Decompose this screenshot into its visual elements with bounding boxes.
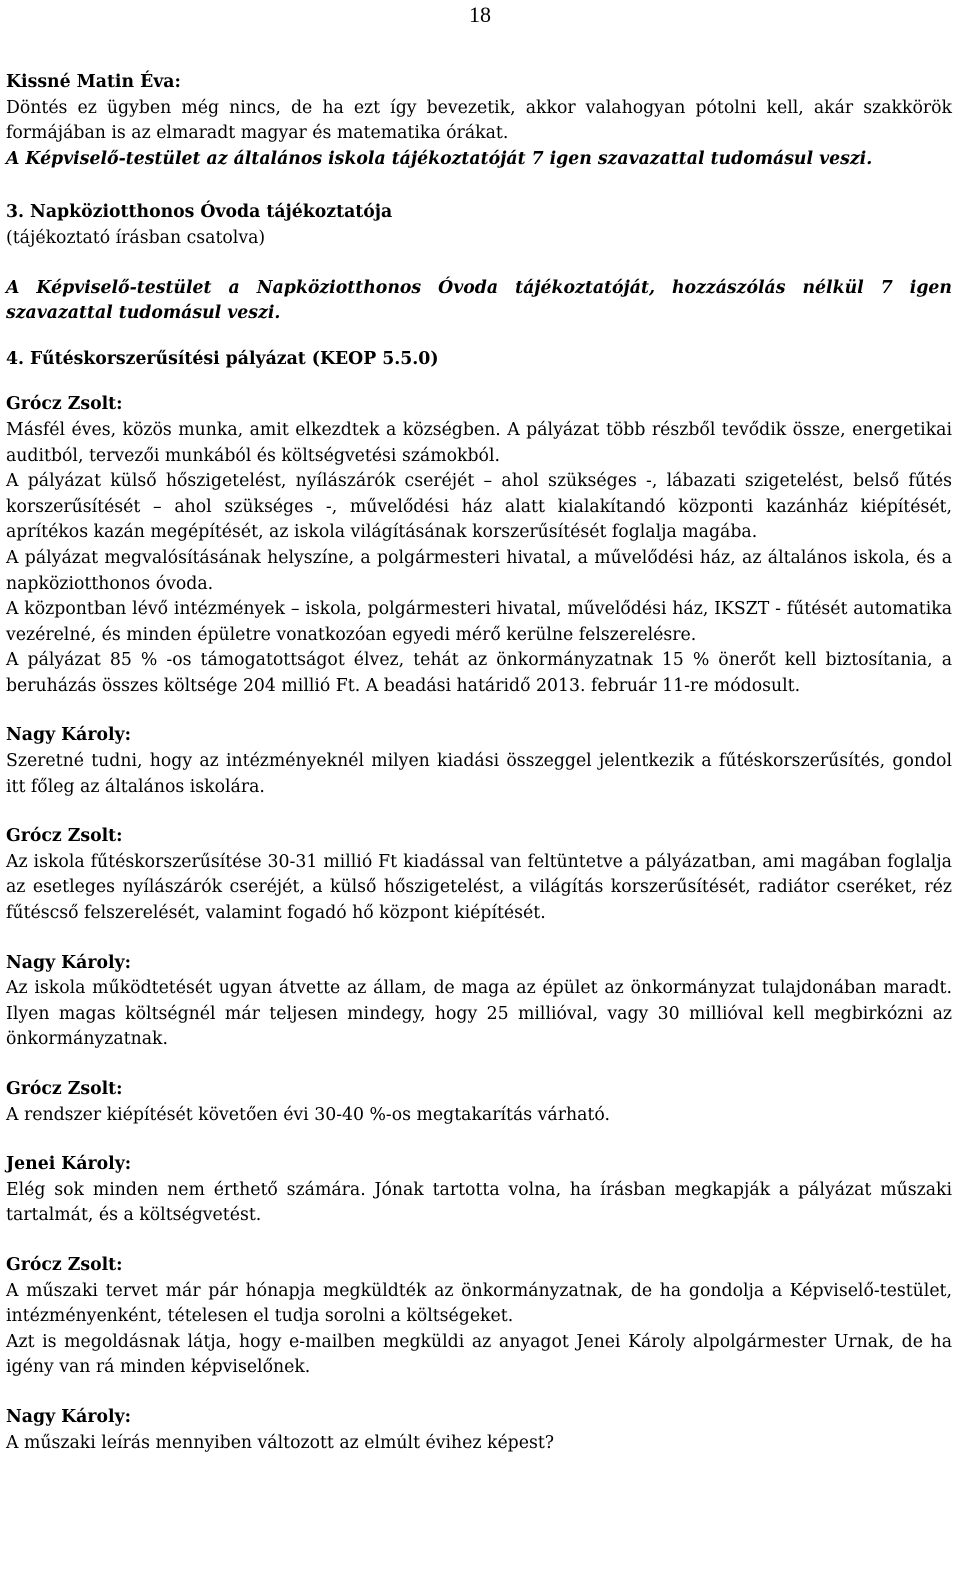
agenda-item-note: (tájékoztató írásban csatolva) [6,227,266,248]
speaker-statement: A rendszer kiépítését követően évi 30-40 %-os megtakarítás várható. [6,1104,610,1125]
document-body [6,70,952,1456]
speaker-statement: Másfél éves, közös munka, amit elkezdtek a községben. A pályázat több részből tevődik össze, energetikai auditból, tervezői munkából és költségvetési számokból. [6,419,952,466]
speaker-name: Nagy Károly: [6,1406,131,1427]
speaker-statement: Elég sok minden nem érthető számára. Jónak tartotta volna, ha írásban megkapják a pályázat műszaki tartalmát, és a költségvetést. [6,1179,952,1226]
resolution-text: A Képviselő-testület a Napköziotthonos Óvoda tájékoztatóját, hozzászólás nélkül 7 igen szavazattal tudomásul veszi. [6,277,952,324]
agenda-item-title: 3. Napköziotthonos Óvoda tájékoztatója [6,202,393,223]
speaker-statement: A pályázat 85 % -os támogatottságot élvez, tehát az önkormányzatnak 15 % önerőt kell biztosítania, a beruházás összes költsége 204 millió Ft. A beadási határidő 2013. február 11-re módosult. [6,650,952,696]
speaker-statement: Az iskola működtetését ugyan átvette az állam, de maga az épület az önkormányzat tulajdonában maradt. Ilyen magas költségnél már teljesen mindegy, hogy 25 millióval, vagy 30 millióval kell megbirkózni az önkormányzatnak. [6,978,952,1050]
speaker-name: Grócz Zsolt: [6,1254,123,1275]
resolution-text: A Képviselő-testület az általános iskola tájékoztatóját 7 igen szavazattal tudomásul veszi. [6,148,873,169]
speaker-name: Jenei Károly: [6,1154,132,1175]
speaker-name: Nagy Károly: [6,952,131,973]
speaker-statement: Az iskola fűtéskorszerűsítése 30-31 millió Ft kiadással van feltüntetve a pályázatban, ami magában foglalja az esetleges nyílászárók cseréjét, a külső hőszigetelést, a világítás korszerűsítését, radiátor cseréket, réz fűtéscső felszerelését, valamint fogadó hő központ kiépítését. [6,851,952,924]
page-number: 18 [469,2,491,27]
speaker-statement: Szeretné tudni, hogy az intézményeknél milyen kiadási összeggel jelentkezik a fűtéskorszerűsítés, gondol itt főleg az általános iskolára. [6,751,952,797]
speaker-statement: A pályázat megvalósításának helyszíne, a polgármesteri hivatal, a művelődési ház, az általános iskola, és a napköziotthonos óvoda. [6,547,952,594]
speaker-statement: A műszaki leírás mennyiben változott az elmúlt évihez képest? [6,1432,555,1453]
speaker-name: Nagy Károly: [6,725,131,746]
speaker-name: Grócz Zsolt: [6,394,123,415]
speaker-statement: A pályázat külső hőszigetelést, nyílászárók cseréjét – ahol szükséges -, lábazati szigetelést, belső fűtés korszerűsítését – ahol szükséges -, művelődési ház alatt kialakítandó központi kazánház kiépítését, aprítékos kazán megépítését, az iskola világításának korszerűsítését foglalja magába. [6,471,952,543]
speaker-statement: Azt is megoldásnak látja, hogy e-mailben megküldi az anyagot Jenei Károly alpolgármester Urnak, de ha igény van rá minden képviselőnek. [6,1331,952,1378]
speaker-statement: A műszaki tervet már pár hónapja megküldték az önkormányzatnak, de ha gondolja a Képviselő-testület, intézményenként, tételesen el tudja sorolni a költségeket. [6,1280,952,1327]
speaker-statement: Döntés ez ügyben még nincs, de ha ezt így bevezetik, akkor valahogyan pótolni kell, akár szakkörök formájában is az elmaradt magyar és matematika órákat. [6,97,952,144]
agenda-item-title: 4. Fűtéskorszerűsítési pályázat (KEOP 5.5.0) [6,348,439,369]
speaker-name: Grócz Zsolt: [6,826,123,847]
speaker-name: Grócz Zsolt: [6,1079,123,1099]
speaker-statement: A központban lévő intézmények – iskola, polgármesteri hivatal, művelődési ház, IKSZT - fűtését automatika vezérelné, és minden épületre vonatkozóan egyedi mérő kerülne felszerelésre. [6,599,952,645]
speaker-name: Kissné Matin Éva: [6,72,181,92]
